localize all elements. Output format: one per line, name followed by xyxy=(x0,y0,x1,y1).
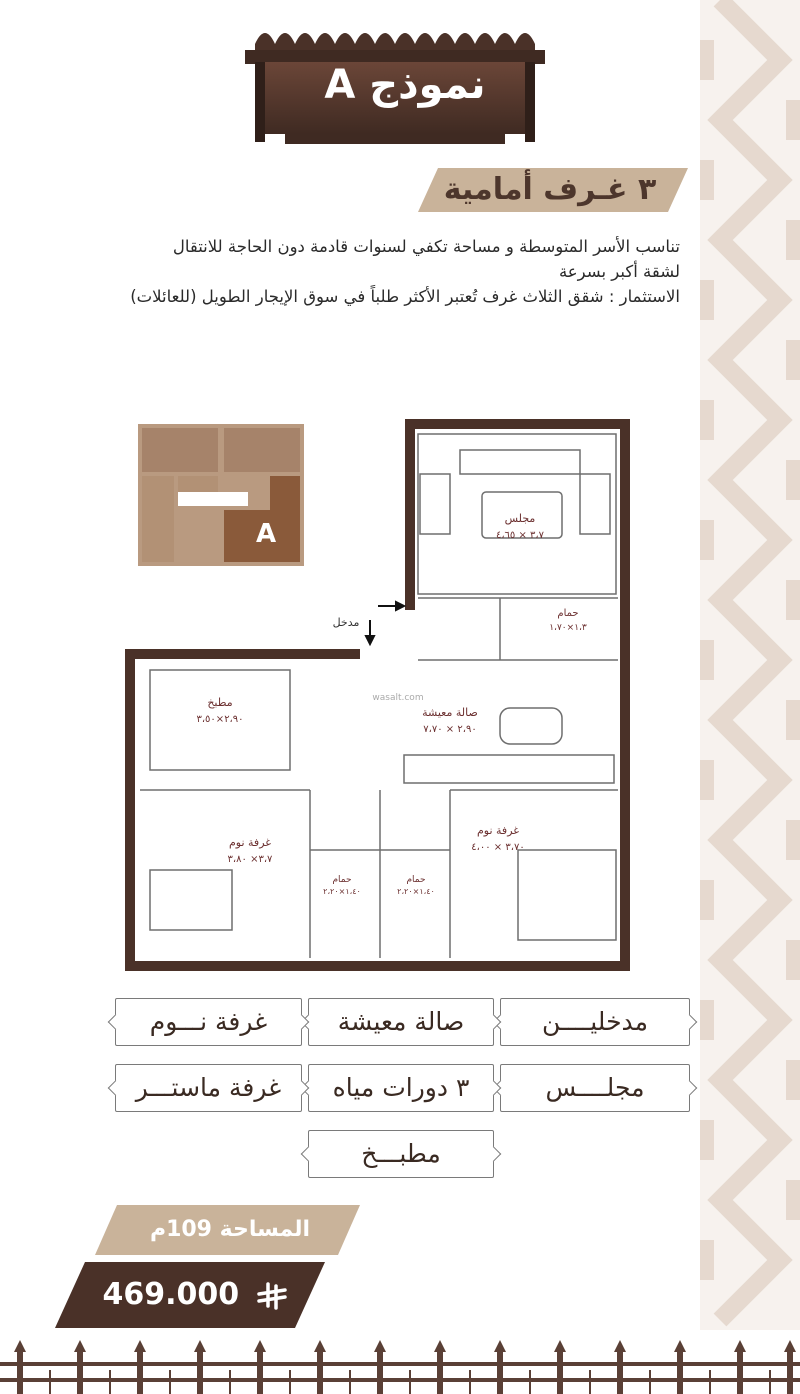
room-name: صالة معيشة xyxy=(422,706,478,719)
room-name: مطبخ xyxy=(207,696,233,709)
room-dims: ٣،٧٠ × ٤،٠٠ xyxy=(471,842,525,853)
feature-box: غرفة ماستـــر xyxy=(115,1064,302,1112)
watermark: wasalt.com xyxy=(372,693,424,703)
floor-plan xyxy=(120,410,640,980)
price-value: 469.000 xyxy=(102,1277,240,1312)
room-name: غرفة نوم xyxy=(476,824,520,837)
feature-box: ٣ دورات مياه xyxy=(308,1064,494,1112)
room-dims: ٣،٧ × ٤،٦٥ xyxy=(495,530,545,541)
room-name: مجلس xyxy=(504,512,536,525)
room-dims: ١،٣×١،٧٠ xyxy=(549,623,587,633)
entrance-label: مدخل xyxy=(332,616,360,629)
description xyxy=(60,234,680,309)
decorative-fence xyxy=(0,1340,800,1394)
feature-box: غرفة نـــوم xyxy=(115,998,302,1046)
feature-box: مدخليــــن xyxy=(500,998,690,1046)
description-line: تناسب الأسر المتوسطة و مساحة تكفي لسنوات قادمة دون الحاجة للانتقال xyxy=(172,237,680,256)
room-dims: ١،٤٠×٢،٢٠ xyxy=(323,887,361,896)
room-name: حمام xyxy=(557,608,579,619)
feature-box: مطبـــخ xyxy=(308,1130,494,1178)
description-line: لشقة أكبر بسرعة xyxy=(558,262,680,281)
key-plan xyxy=(138,424,304,566)
room-dims: ٣،٧× ٣،٨٠ xyxy=(227,854,273,865)
room-dims: ٢،٩٠×٣،٥٠ xyxy=(196,714,244,725)
price xyxy=(90,1262,300,1328)
room-name: حمام xyxy=(406,875,426,885)
feature-box: صالة معيشة xyxy=(308,998,494,1046)
room-dims: ٢،٩٠ × ٧،٧٠ xyxy=(423,724,477,735)
area-label: المساحة 109م xyxy=(149,1217,311,1242)
unit-label: A xyxy=(255,519,277,549)
description-line: الاستثمار : شقق الثلاث غرف تُعتبر الأكثر طلباً في سوق الإيجار الطويل (للعائلات) xyxy=(130,287,680,306)
room-name: غرفة نوم xyxy=(228,836,272,849)
decorative-side-pattern xyxy=(700,0,800,1330)
room-dims: ١،٤٠×٢،٢٠ xyxy=(397,887,435,896)
model-title: نموذج A xyxy=(324,62,486,108)
riyal-symbol-icon xyxy=(256,1282,288,1310)
bedrooms-subtitle: ٣ غـرف أمامية xyxy=(443,172,657,207)
room-name: حمام xyxy=(332,875,352,885)
feature-box: مجلــــس xyxy=(500,1064,690,1112)
